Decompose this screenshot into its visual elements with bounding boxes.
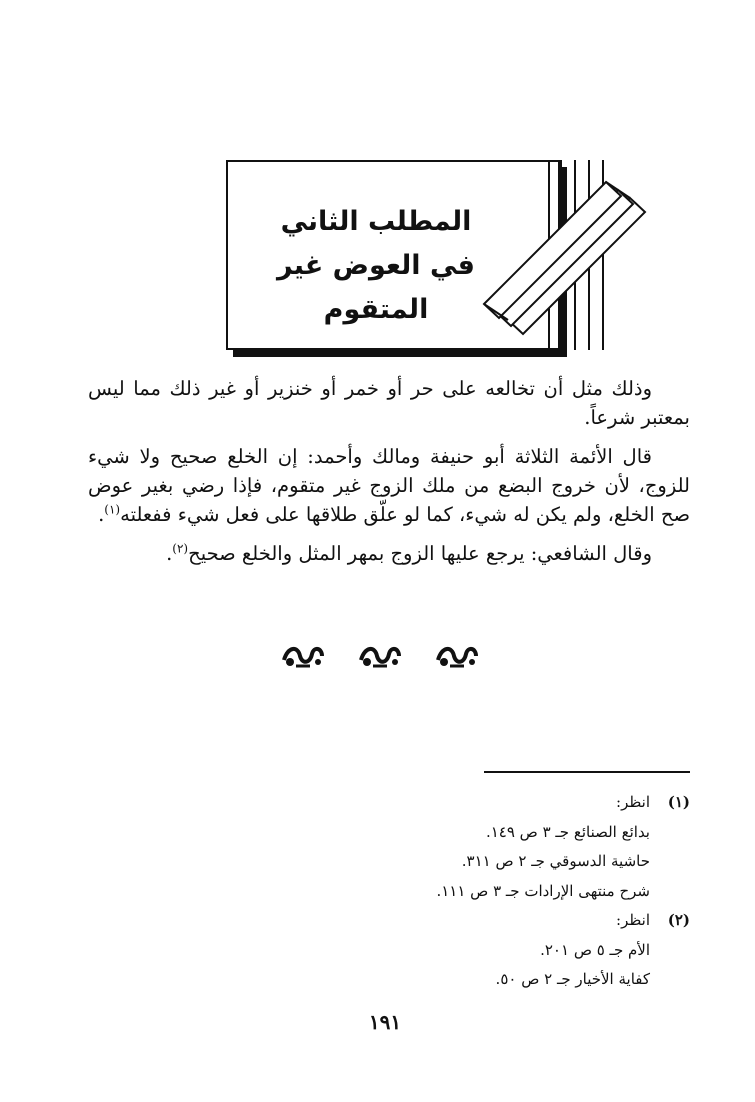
footnote-marker[interactable]: (٢) [172, 541, 189, 556]
paragraph-text: وقال الشافعي: يرجع عليها الزوج بمهر المثل والخلع صحيح [188, 542, 652, 565]
footnote-number: (٢) [667, 911, 690, 929]
footnote-reference: حاشية الدسوقي جـ ٢ ص ٣١١. [461, 852, 650, 870]
floral-ornament-icon [357, 642, 403, 668]
paragraph-text: قال الأئمة الثلاثة أبو حنيفة ومالك وأحمد: إن الخلع صحيح ولا شيء للزوج، لأن خروج البضع من ملك الزوج غير متقوم، فإذا رضي بغير عوض صح الخلع، ولم يكن له شيء، كما لو علّق طلاقها على فعل شيء ففعلته [88, 445, 690, 526]
footnote-separator [484, 771, 690, 773]
paragraph [88, 442, 690, 529]
footnote-reference: شرح منتهى الإرادات جـ ٣ ص ١١١. [436, 881, 650, 900]
section-subtitle: في العوض غير المتقوم [277, 250, 475, 325]
punctuation: . [166, 542, 173, 565]
footnote-reference: الأم جـ ٥ ص ٢٠١. [540, 940, 650, 959]
footnote-label: انظر: [616, 911, 650, 929]
footnote-reference: بدائع الصنائع جـ ٣ ص ١٤٩. [485, 822, 650, 841]
ornament-divider [280, 640, 480, 670]
footnote-reference: كفاية الأخيار جـ ٢ ص ٥٠. [495, 970, 650, 988]
footnote-heading [340, 906, 690, 936]
main-text [88, 374, 690, 578]
section-title: المطلب الثاني [280, 206, 472, 237]
footnote-number: (١) [667, 793, 690, 811]
footnote-label: انظر: [616, 793, 650, 811]
paragraph-text: وذلك مثل أن تخالعه على حر أو خمر أو خنزير أو غير ذلك مما ليس بمعتبر شرعاً. [88, 377, 690, 429]
floral-ornament-icon [280, 642, 326, 668]
paragraph [88, 539, 690, 568]
floral-ornament-icon [434, 642, 480, 668]
chapter-heading [226, 200, 526, 332]
footnote-heading [340, 788, 690, 818]
page-number: ١٩١ [368, 1010, 402, 1034]
paragraph [88, 374, 690, 432]
footnote-marker[interactable]: (١) [104, 502, 121, 517]
punctuation: . [98, 503, 105, 526]
footnotes [340, 788, 690, 995]
